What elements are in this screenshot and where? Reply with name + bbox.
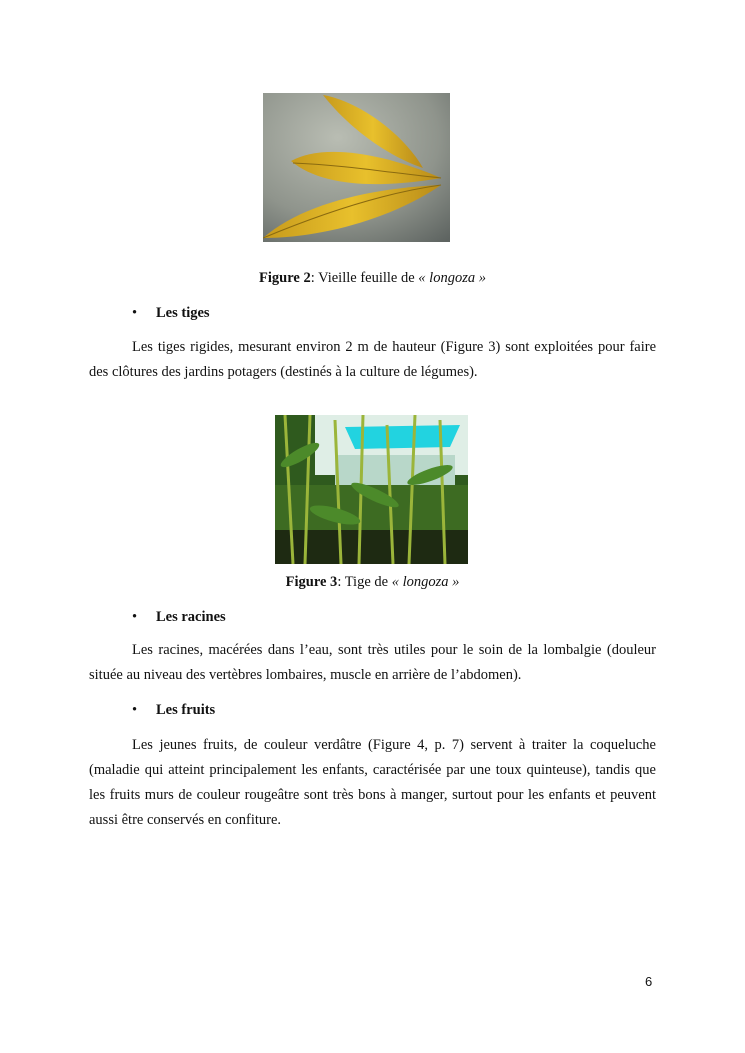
paragraph-racines: Les racines, macérées dans l’eau, sont très utiles pour le soin de la lombalgie (douleur située au niveau des vertèbres lombaires, muscle en arrière de l’abdomen). [89, 642, 656, 683]
bullet-icon: • [132, 702, 138, 718]
figure-label: Figure 2 [259, 270, 311, 286]
heading-les-tiges [132, 303, 210, 323]
figure-3-image [275, 415, 468, 564]
figure-2-caption [89, 268, 656, 288]
heading-les-racines [132, 607, 226, 627]
heading-text: Les racines [156, 609, 226, 625]
paragraph-tiges: Les tiges rigides, mesurant environ 2 m de hauteur (Figure 3) sont exploitées pour faire des clôtures des jardins potagers (destinés à la culture de légumes). [89, 339, 656, 380]
figure-2-image [263, 93, 450, 242]
heading-text: Les tiges [156, 305, 210, 321]
plant-name: « longoza » [391, 574, 460, 590]
bullet-icon: • [132, 609, 138, 625]
figure-label: Figure 3 [285, 574, 338, 590]
caption-text: : Vieille feuille de [310, 270, 419, 286]
caption-text: : Tige de [337, 574, 392, 590]
heading-text: Les fruits [156, 702, 216, 718]
figure-3-caption [89, 572, 656, 592]
page-number: 6 [645, 974, 653, 989]
plant-name: « longoza » [418, 270, 486, 286]
paragraph-fruits: Les jeunes fruits, de couleur verdâtre (Figure 4, p. 7) servent à traiter la coqueluche (maladie qui atteint principalement les enfants, caractérisée par une toux quinteuse), tandis que les fruits murs de couleur rougeâtre sont très bons à manger, surtout pour les enfants et peuvent aussi être conservés en confiture. [89, 737, 656, 828]
heading-les-fruits [132, 700, 215, 720]
bullet-icon: • [132, 305, 138, 321]
